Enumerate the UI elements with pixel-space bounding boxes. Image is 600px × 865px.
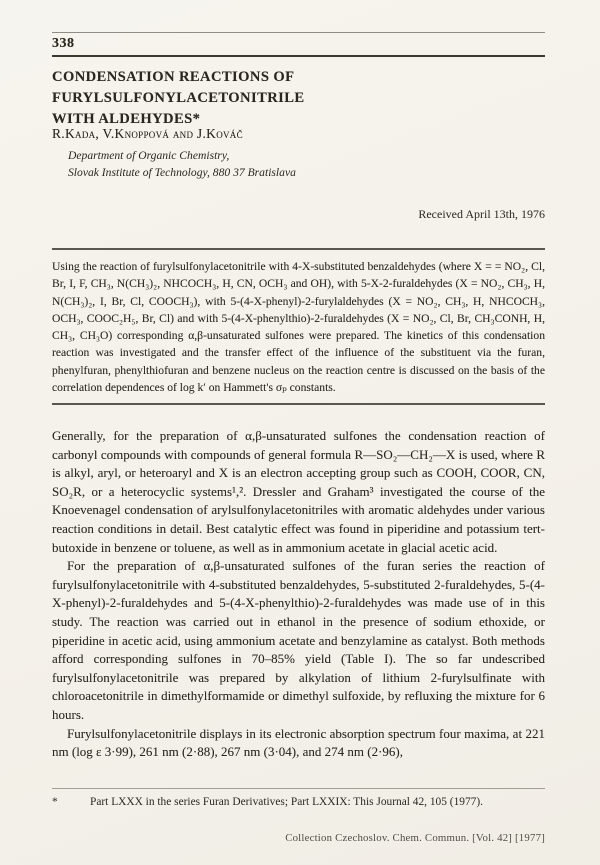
footnote-rule xyxy=(52,788,545,789)
received-date: Received April 13th, 1976 xyxy=(418,207,545,221)
affiliation-line1: Department of Organic Chemistry, xyxy=(68,149,230,162)
header-rule xyxy=(52,55,545,57)
article-title-line1: CONDENSATION REACTIONS OF FURYLSULFONYLACETONITRILE xyxy=(52,69,305,106)
page-number: 338 xyxy=(52,36,75,51)
affiliation xyxy=(68,148,545,181)
footnote-text: Part LXXX in the series Furan Derivatives; Part LXXIX: This Journal 42, 105 (1977). xyxy=(90,796,484,808)
abstract-top-rule xyxy=(52,248,545,250)
authors: R.Kada, V.Knoppová and J.Kováč xyxy=(52,126,243,141)
journal-footer: Collection Czechoslov. Chem. Commun. [Vol. 42] [1977] xyxy=(285,832,545,844)
body-paragraph-3: Furylsulfonylacetonitrile displays in its electronic absorption spectrum four maxima, at 221 nm (log ε 3·99), 261 nm (2·88), 267 nm (3·04), and 274 nm (2·96), xyxy=(52,725,545,760)
affiliation-line2: Slovak Institute of Technology, 880 37 Bratislava xyxy=(68,165,296,179)
article-body xyxy=(52,427,545,762)
footnote xyxy=(52,795,545,810)
body-paragraph-1: Generally, for the preparation of α,β-unsaturated sulfones the condensation reaction of carbonyl compounds with compounds of general formula R—SO₂—CH₂—X is used, where R is alkyl, aryl, or heteroaryl and X is an electron accepting group such as COOH, COOR, CN, SO₂R, or a heterocyclic systems¹,². Dressler and Graham³ investigated the course of the Knoevenagel condensation of arylsulfonylacetonitriles with aromatic aldehydes under various reaction conditions in detail. Best catalytic effect was found in piperidine and potassium tert-butoxide in benzene or toluene, as well as in ammonium acetate in glacial acetic acid. xyxy=(52,428,545,555)
body-paragraph-2: For the preparation of α,β-unsaturated sulfones of the furan series the reaction of furylsulfonylacetonitrile with 4-substituted benzaldehydes, 5-substituted 2-furaldehydes, 5-(4-X-phenyl)-2-furaldehydes and 5-(4-X-phenylthio)-2-furaldehydes was made use of in this study. The reaction was carried out in ethanol in the presence of sodium ethoxide, or piperidine in acetic acid, using ammonium acetate and benzylamine as catalyst. Both methods afford corresponding sulfones in 70–85% yield (Table I). The so far undescribed furylsulfonylacetonitrile was prepared by alkylation of lithium 2-furylsulfinate with chloroacetonitrile in dimethylformamide or dimethyl sulfoxide, by refluxing the mixture for 6 hours. xyxy=(52,558,545,722)
top-rule xyxy=(52,32,545,33)
article-title xyxy=(52,67,545,130)
article-title-line2: WITH ALDEHYDES* xyxy=(52,111,201,127)
abstract-bottom-rule xyxy=(52,403,545,405)
footnote-marker: * xyxy=(52,796,58,808)
abstract-text: Using the reaction of furylsulfonylacetonitrile with 4-X-substituted benzaldehydes (where X = = NO₂, Cl, Br, I, F, CH₃, N(CH₃)₂, NHCOCH₃, H, CN, OCH₃ and OH), with 5-X-2-furaldehydes (X = NO₂, CH₃, H, N(CH₃)₂, I, Br, Cl, COOCH₃), with 5-(4-X-phenyl)-2-furylaldehydes (X = NO₂, CH₃, H, NHCOCH₃, OCH₃, COOC₂H₅, Br, Cl) and with 5-(4-X-phenylthio)-2-furaldehydes (X = NO₂, Cl, Br, CH₃CONH, H, CH₃, CH₃O) corresponding α,β-unsaturated sulfones were prepared. The kinetics of this condensation reaction was investigated and the transfer effect of the influence of the substituent via the furan, phenylfuran, phenylthiofuran and benzene nucleus on the reaction centre is discussed on the basis of the correlation dependences of log k′ on Hammett's σₚ constants. xyxy=(52,260,545,395)
